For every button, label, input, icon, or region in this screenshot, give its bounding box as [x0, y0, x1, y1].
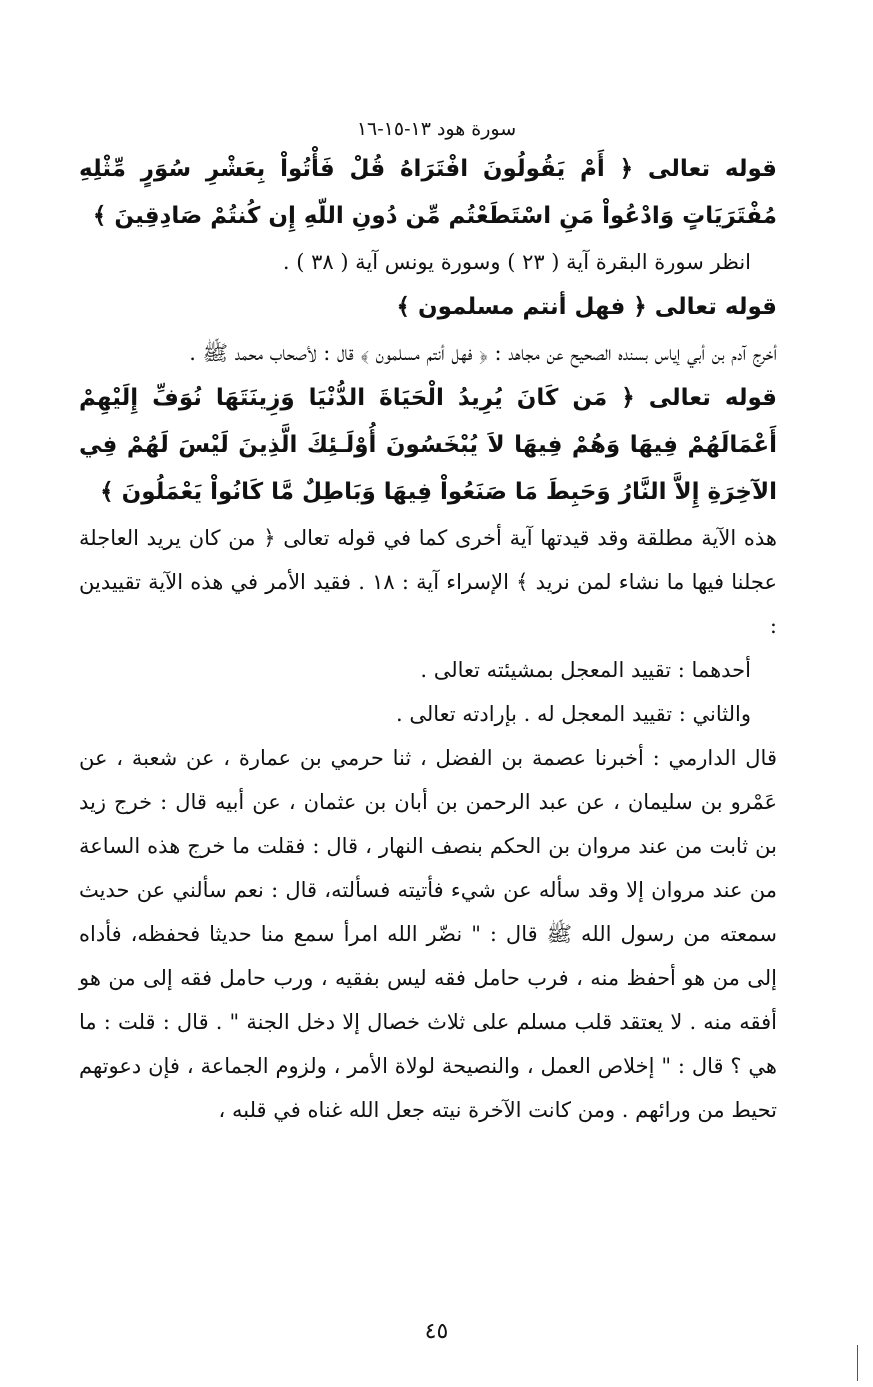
verse-quote-hud-14: قوله تعالى ﴿ فهل أنتم مسلمون ﴾ — [396, 294, 777, 320]
page-body — [79, 146, 777, 1132]
commentary-paragraph: هذه الآية مطلقة وقد قيدتها آية أخرى كما في قوله تعالى ﴿ من كان يريد العاجلة عجلنا فيها ما نشاء لمن نريد ﴾ الإسراء آية : ١٨ . فقيد الأمر في هذه الآية تقييدين : — [79, 526, 778, 638]
page-number: ٤٥ — [424, 1319, 449, 1344]
verse-quote-hud-15-16: قوله تعالى ﴿ مَن كَانَ يُرِيدُ الْحَيَاةَ الدُّنْيَا وَزِينَتَهَا نُوَفِّ إِلَيْهِمْ أَعْمَالَهُمْ فِيهَا وَهُمْ فِيهَا لاَ يُبْخَسُونَ أُوْلَـئِكَ الَّذِينَ لَيْسَ لَهُمْ فِي الآخِرَةِ إِلاَّ النَّارُ وَحَبِطَ مَا صَنَعُواْ فِيهَا وَبَاطِلٌ مَّا كَانُواْ يَعْمَلُونَ ﴾ — [79, 385, 777, 505]
mujahid-narration: أخرج آدم بن أبي إياس بسنده الصحيح عن مجاهد : ﴿ فهل أنتم مسلمون ﴾ قال : لأصحاب محمد ﷺ . — [189, 341, 777, 365]
cross-reference: انظر سورة البقرة آية ( ٢٣ ) وسورة يونس آية ( ٣٨ ) . — [282, 250, 751, 274]
first-restriction: أحدهما : تقييد المعجل بمشيئته تعالى . — [420, 658, 751, 682]
darimi-hadith: قال الدارمي : أخبرنا عصمة بن الفضل ، ثنا حرمي بن عمارة ، عن شعبة ، عن عَمْرو بن سليمان ، عن عبد الرحمن بن أبان بن عثمان ، عن أبيه قال : خرج زيد بن ثابت من عند مروان بن الحكم بنصف النهار ، قال : فقلت ما خرج هذه الساعة من عند مروان إلا وقد سأله عن شيء فأتيته فسألته، قال : نعم سألني عن حديث سمعته من رسول الله ﷺ قال : " نضّر الله امرأ سمع منا حديثا فحفظه، فأداه إلى من هو أحفظ منه ، فرب حامل فقه ليس بفقيه ، ورب حامل فقه إلى من هو أفقه منه . لا يعتقد قلب مسلم على ثلاث خصال إلا دخل الجنة " . قال : قلت : ما هي ؟ قال : " إخلاص العمل ، والنصيحة لولاة الأمر ، ولزوم الجماعة ، فإن دعوتهم تحيط من ورائهم . ومن كانت الآخرة نيته جعل الله غناه في قلبه ، — [79, 746, 777, 1122]
running-header: سورة هود ١٣-١٥-١٦ — [356, 118, 517, 140]
verse-quote-hud-13: قوله تعالى ﴿ أَمْ يَقُولُونَ افْتَرَاهُ قُلْ فَأْتُواْ بِعَشْرِ سُوَرٍ مِّثْلِهِ مُفْتَرَيَاتٍ وَادْعُواْ مَنِ اسْتَطَعْتُم مِّن دُونِ اللّهِ إِن كُنتُمْ صَادِقِينَ ﴾ — [79, 156, 777, 229]
second-restriction: والثاني : تقييد المعجل له . بإرادته تعالى . — [395, 702, 751, 726]
page-edge-line — [857, 1345, 858, 1381]
